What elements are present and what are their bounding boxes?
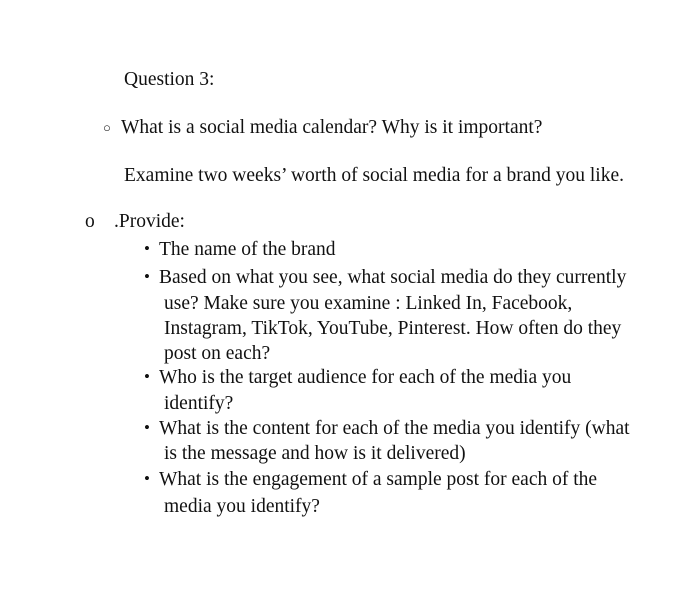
hollow-circle-bullet-icon: ○ xyxy=(103,120,111,135)
list-item-line: use? Make sure you examine : Linked In, Facebook, xyxy=(164,293,573,314)
definition-question: What is a social media calendar? Why is it important? xyxy=(121,117,543,138)
bullet-dot-icon: • xyxy=(144,367,150,386)
list-item-line: media you identify? xyxy=(164,496,320,517)
list-item-line: The name of the brand xyxy=(159,239,336,260)
list-item-line: post on each? xyxy=(164,343,271,364)
provide-marker: o xyxy=(85,211,95,232)
bullet-dot-icon: • xyxy=(144,239,150,258)
list-item-line: Based on what you see, what social media do they currently xyxy=(159,267,627,288)
provide-label: .Provide: xyxy=(114,211,185,232)
bullet-dot-icon: • xyxy=(144,267,150,286)
list-item-line: Who is the target audience for each of the media you xyxy=(159,367,572,388)
question-heading: Question 3: xyxy=(124,69,215,90)
instruction-text: Examine two weeks’ worth of social media for a brand you like. xyxy=(124,165,624,186)
list-item-line: What is the engagement of a sample post for each of the xyxy=(159,469,598,490)
list-item-line: What is the content for each of the media you identify (what xyxy=(159,418,630,439)
list-item-line: identify? xyxy=(164,393,234,414)
bullet-dot-icon: • xyxy=(144,469,150,488)
list-item-line: Instagram, TikTok, YouTube, Pinterest. How often do they xyxy=(164,318,622,339)
bullet-dot-icon: • xyxy=(144,418,150,437)
list-item-line: is the message and how is it delivered) xyxy=(164,443,466,464)
